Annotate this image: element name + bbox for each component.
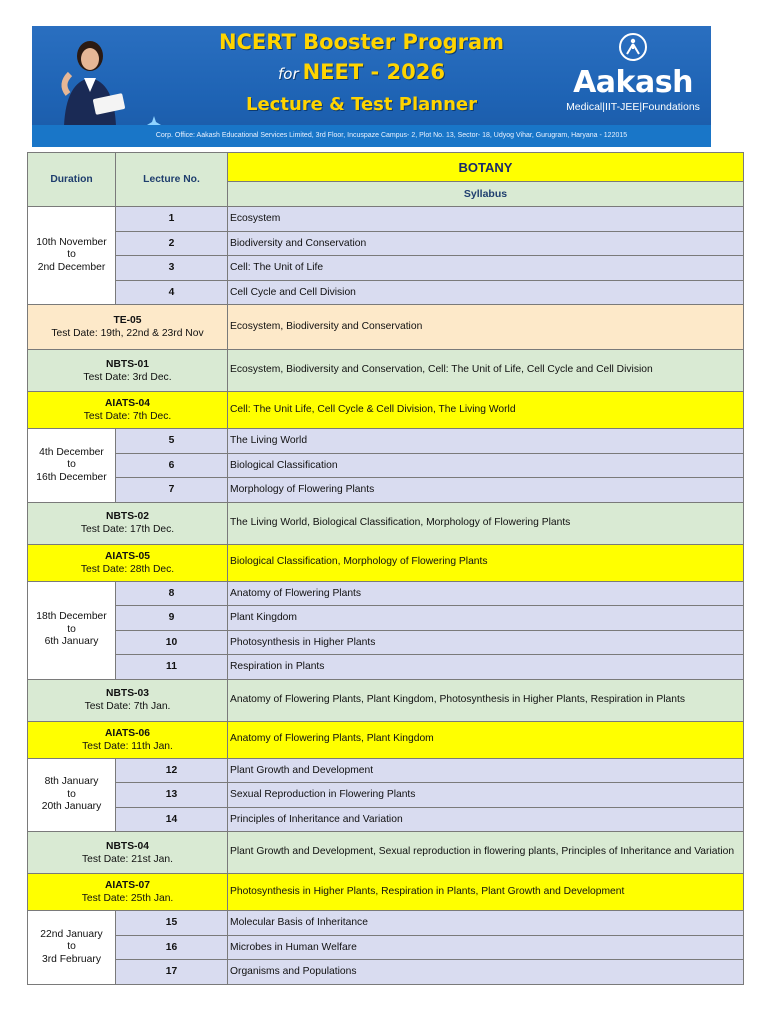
test-syllabus: Cell: The Unit Life, Cell Cycle & Cell Division, The Living World bbox=[228, 392, 744, 429]
test-date: Test Date: 11th Jan. bbox=[82, 740, 173, 752]
lecture-row bbox=[28, 581, 744, 606]
lecture-number: 11 bbox=[116, 655, 228, 680]
duration-cell bbox=[28, 429, 116, 503]
program-subtitle: for NEET - 2026 bbox=[277, 60, 445, 84]
lecture-number: 7 bbox=[116, 478, 228, 503]
lecture-topic: Principles of Inheritance and Variation bbox=[228, 807, 744, 832]
duration-line: 2nd December bbox=[37, 261, 106, 273]
duration-line: 22nd January bbox=[40, 928, 103, 940]
duration-line: 6th January bbox=[44, 636, 99, 648]
duration-cell bbox=[28, 911, 116, 985]
test-name: AIATS-05 bbox=[104, 550, 150, 562]
program-title: NCERT Booster Program bbox=[218, 30, 505, 54]
lecture-topic: Respiration in Plants bbox=[228, 655, 744, 680]
test-info-cell bbox=[28, 874, 228, 911]
lecture-row bbox=[28, 807, 744, 832]
duration-line: 8th January bbox=[44, 776, 99, 787]
lecture-number: 6 bbox=[116, 453, 228, 478]
syllabus-header: Syllabus bbox=[228, 182, 744, 207]
test-syllabus: Photosynthesis in Higher Plants, Respiration in Plants, Plant Growth and Development bbox=[228, 874, 744, 911]
lecture-topic: Cell Cycle and Cell Division bbox=[228, 280, 744, 305]
test-syllabus: Plant Growth and Development, Sexual reproduction in flowering plants, Principles of Inheritance and Variation bbox=[228, 832, 744, 874]
test-info-cell bbox=[28, 305, 228, 350]
test-name: TE-05 bbox=[113, 315, 142, 326]
duration-cell bbox=[28, 758, 116, 832]
lecture-row bbox=[28, 478, 744, 503]
test-name: NBTS-03 bbox=[106, 688, 149, 699]
test-date: Test Date: 25th Jan. bbox=[81, 893, 174, 904]
duration-line: to bbox=[67, 941, 76, 952]
lecture-topic: Sexual Reproduction in Flowering Plants bbox=[228, 783, 744, 808]
lecture-topic: Molecular Basis of Inheritance bbox=[228, 911, 744, 936]
test-row bbox=[28, 874, 744, 911]
lecture-row bbox=[28, 280, 744, 305]
duration-cell bbox=[28, 581, 116, 679]
lecture-topic: Microbes in Human Welfare bbox=[228, 935, 744, 960]
duration-header: Duration bbox=[28, 153, 116, 207]
lecture-row bbox=[28, 935, 744, 960]
duration-line: 18th December bbox=[36, 611, 107, 623]
duration-line: 3rd February bbox=[42, 953, 101, 965]
lecture-row bbox=[28, 453, 744, 478]
lecture-number: 8 bbox=[116, 581, 228, 606]
test-name: AIATS-06 bbox=[104, 727, 150, 739]
lecture-topic: The Living World bbox=[228, 429, 744, 454]
test-row bbox=[28, 832, 744, 874]
lecture-row bbox=[28, 207, 744, 232]
test-info-cell bbox=[28, 679, 228, 721]
lecture-row bbox=[28, 783, 744, 808]
test-syllabus: Ecosystem, Biodiversity and Conservation, Cell: The Unit of Life, Cell Cycle and Cell Division bbox=[228, 350, 744, 392]
test-info-cell bbox=[28, 832, 228, 874]
lecture-topic: Biodiversity and Conservation bbox=[228, 231, 744, 256]
test-row bbox=[28, 502, 744, 544]
test-name: AIATS-07 bbox=[104, 880, 150, 891]
test-name: AIATS-04 bbox=[104, 398, 150, 409]
lecture-number: 5 bbox=[116, 429, 228, 454]
subject-header: BOTANY bbox=[228, 153, 744, 182]
lecture-number: 14 bbox=[116, 807, 228, 832]
test-date: Test Date: 17th Dec. bbox=[80, 524, 175, 535]
test-row bbox=[28, 544, 744, 581]
lecture-topic: Ecosystem bbox=[228, 207, 744, 232]
lecture-row bbox=[28, 630, 744, 655]
test-syllabus: Biological Classification, Morphology of Flowering Plants bbox=[228, 544, 744, 581]
lecture-number: 1 bbox=[116, 207, 228, 232]
duration-line: to bbox=[67, 623, 76, 635]
duration-line: 16th December bbox=[36, 471, 107, 483]
test-date: Test Date: 3rd Dec. bbox=[83, 371, 172, 383]
lecture-topic: Morphology of Flowering Plants bbox=[228, 478, 744, 503]
lecture-topic: Plant Kingdom bbox=[228, 606, 744, 631]
aakash-logo: Aakash Medical|IIT-JEE|Foundations bbox=[563, 32, 703, 118]
lecture-number: 13 bbox=[116, 783, 228, 808]
test-info-cell bbox=[28, 392, 228, 429]
corporate-address: Corp. Office: Aakash Educational Services Limited, 3rd Floor, Incuspaze Campus- 2, Plot No. 13, Sector- 18, Udyog Vihar, Gurugram, Haryana - 122015 bbox=[32, 125, 711, 147]
lecture-topic: Photosynthesis in Higher Plants bbox=[228, 630, 744, 655]
test-date: Test Date: 28th Dec. bbox=[80, 563, 175, 575]
test-row bbox=[28, 350, 744, 392]
duration-line: 20th January bbox=[41, 801, 102, 812]
lecture-number: 2 bbox=[116, 231, 228, 256]
duration-line: to bbox=[67, 459, 76, 470]
test-row bbox=[28, 392, 744, 429]
test-info-cell bbox=[28, 350, 228, 392]
test-row bbox=[28, 679, 744, 721]
lecture-row bbox=[28, 960, 744, 985]
aakash-emblem-icon bbox=[618, 32, 648, 62]
test-date: Test Date: 19th, 22nd & 23rd Nov bbox=[51, 328, 204, 339]
lecture-number: 16 bbox=[116, 935, 228, 960]
test-syllabus: The Living World, Biological Classification, Morphology of Flowering Plants bbox=[228, 502, 744, 544]
test-date: Test Date: 7th Dec. bbox=[83, 411, 172, 422]
test-row bbox=[28, 721, 744, 758]
test-row bbox=[28, 305, 744, 350]
duration-cell bbox=[28, 207, 116, 305]
test-syllabus: Ecosystem, Biodiversity and Conservation bbox=[228, 305, 744, 350]
lecture-row bbox=[28, 231, 744, 256]
lecture-topic: Cell: The Unit of Life bbox=[228, 256, 744, 281]
duration-line: 4th December bbox=[39, 446, 104, 458]
lecture-topic: Anatomy of Flowering Plants bbox=[228, 581, 744, 606]
lecture-topic: Plant Growth and Development bbox=[228, 758, 744, 783]
duration-line: to bbox=[67, 249, 76, 261]
test-date: Test Date: 21st Jan. bbox=[81, 853, 173, 865]
lecture-row bbox=[28, 429, 744, 454]
lecture-number: 12 bbox=[116, 758, 228, 783]
duration-line: to bbox=[67, 788, 76, 800]
lecture-no-header: Lecture No. bbox=[116, 153, 228, 207]
lecture-row bbox=[28, 606, 744, 631]
test-date: Test Date: 7th Jan. bbox=[84, 701, 171, 712]
lecture-topic: Organisms and Populations bbox=[228, 960, 744, 985]
lecture-row bbox=[28, 655, 744, 680]
duration-line: 10th November bbox=[36, 236, 107, 248]
lecture-row bbox=[28, 911, 744, 936]
test-info-cell bbox=[28, 721, 228, 758]
test-info-cell bbox=[28, 502, 228, 544]
lecture-number: 17 bbox=[116, 960, 228, 985]
test-syllabus: Anatomy of Flowering Plants, Plant Kingdom bbox=[228, 721, 744, 758]
header-banner bbox=[32, 26, 711, 147]
lecture-test-planner-table bbox=[27, 152, 744, 985]
test-name: NBTS-04 bbox=[106, 840, 149, 852]
lecture-number: 4 bbox=[116, 280, 228, 305]
lecture-topic: Biological Classification bbox=[228, 453, 744, 478]
planner-title: Lecture & Test Planner bbox=[246, 94, 477, 115]
lecture-row bbox=[28, 256, 744, 281]
lecture-number: 10 bbox=[116, 630, 228, 655]
lecture-row bbox=[28, 758, 744, 783]
test-name: NBTS-02 bbox=[106, 511, 149, 522]
lecture-number: 3 bbox=[116, 256, 228, 281]
lecture-number: 9 bbox=[116, 606, 228, 631]
test-name: NBTS-01 bbox=[106, 358, 149, 370]
lecture-number: 15 bbox=[116, 911, 228, 936]
test-syllabus: Anatomy of Flowering Plants, Plant Kingdom, Photosynthesis in Higher Plants, Respiration in Plants bbox=[228, 679, 744, 721]
test-info-cell bbox=[28, 544, 228, 581]
